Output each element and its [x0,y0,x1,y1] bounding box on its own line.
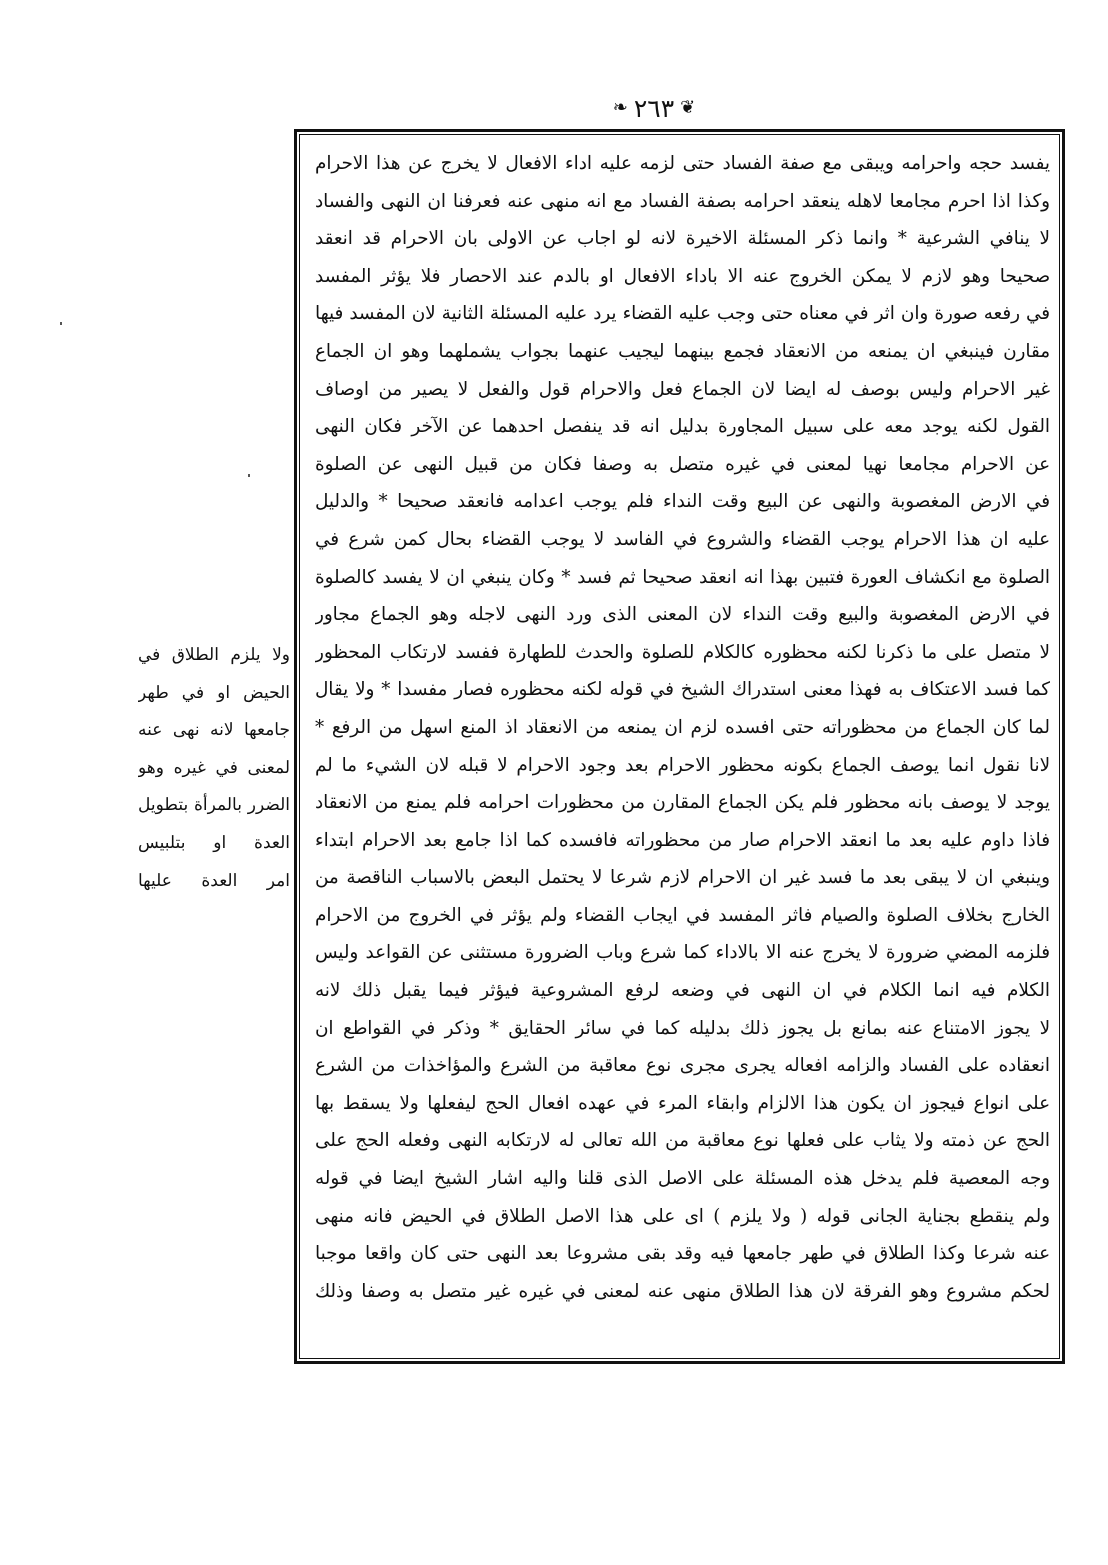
margin-note-line: العدة او بتلبيس [138,832,290,853]
main-text-line: يوجد لا يوصف بانه محظور فلم يكن الجماع المقارن من محظورات احرامه فلم يمنع من الانعقاد [315,792,1050,814]
main-text-line: فلزمه المضي ضرورة لا يخرج عنه الا بالاداء كما شرع وباب الضرورة مستثنى عن القواعد وليس [315,942,1050,964]
margin-note-line: امر العدة عليها [138,870,290,891]
main-text-line: الصلوة مع انكشاف العورة فتبين بهذا انه انعقد صحيحا ثم فسد * وكان ينبغي ان لا يفسد كالصلوة [315,566,1050,588]
margin-note-line: الحيض او في طهر [138,682,290,703]
main-text-line: في رفعه صورة وان اثر في معناه حتى وجب عليه القضاء يرد عليه المسئلة الثانية لان المفسد فيها [315,303,1050,325]
main-text-line: القول لكنه يوجد معه على سبيل المجاورة بدليل انه قد ينفصل احدهما عن الآخر فكان النهى [315,416,1050,438]
main-text-line: انعقاده على الفساد والزامه افعاله يجرى مجرى نوع معاقبة من الشرع والمؤاخذات من الشرع [315,1055,1050,1077]
page-ornament-right-icon: ❧ [612,97,628,118]
main-text-line: الخارج بخلاف الصلوة والصيام فاثر المفسد في ايجاب القضاء ولم يؤثر في الخروج من الاحرام [315,904,1050,926]
main-text-line: لا ينافي الشرعية * وانما ذكر المسئلة الاخيرة لانه لو اجاب عن الاولى بان الاحرام قد انعقد [315,228,1050,250]
main-text-line: غير الاحرام وليس بوصف له ايضا لان الجماع فعل والاحرام قول والفعل لا يصير من اوصاف [315,378,1050,400]
main-text-block [315,145,1050,1310]
main-text-line: كما فسد الاعتكاف به فهذا معنى استدراك الشيخ في قوله لكنه محظوره فصار مفسدا * ولا يقال [315,679,1050,701]
main-text-line: وجه المعصية فلم يدخل هذه المسئلة على الاصل الذى قلنا واليه اشار الشيخ ايضا في قوله [315,1168,1050,1190]
main-text-line: عن الاحرام مجامعا نهيا لمعنى في غيره متصل به وصفا فكان من قبيل النهى عن الصلوة [315,453,1050,475]
main-text-line: يفسد حجه واحرامه ويبقى مع صفة الفساد حتى لزمه عليه اداء الافعال لا يخرج عن هذا الاحرام [315,153,1050,174]
main-text-line: في الارض المغصوبة والنهى عن البيع وقت النداء فلم يوجب اعدامه فانعقد صحيحا * والدليل [315,491,1050,513]
main-text-line: مقارن فينبغي ان يمنعه من الانعقاد فجمع بينهما ليجيب عنهما بجواب يشملهما وهو ان الجماع [315,340,1050,362]
main-text-line: عنه شرعا وكذا الطلاق في طهر جامعها فيه وقد بقى مشروعا بعد النهى حتى كان واقعا موجبا [315,1243,1050,1265]
main-text-line: الكلام فيه انما الكلام في ان النهى في وضعه لرفع المشروعية فيؤثر فيما يقبل ذلك لانه [315,980,1050,1002]
scan-speck [60,322,62,325]
margin-note-line: ولا يلزم الطلاق في [138,645,290,665]
main-text-line: لا متصل على ما ذكرنا لكنه محظوره كالكلام للصلوة والحدث للطهارة ففسد لارتكاب المحظور [315,641,1050,663]
main-text-line: لما كان الجماع من محظوراته حتى افسده لزم ان يمنعه من الانعقاد اذ المنع اسهل من الرفع * [315,716,1050,738]
main-text-line: لحكم مشروع وهو الفرقة لان هذا الطلاق منهى عنه لمعنى في غيره غير متصل به وصفا وذلك [315,1280,1050,1302]
page-number-text: ٢٦٣ [633,93,675,123]
margin-note [138,637,290,900]
main-text-line: الحج عن ذمته ولا يثاب على فعلها نوع معاقبة من الله تعالى له لارتكابه النهى وفعله الحج على [315,1130,1050,1152]
main-text-line: صحيحا وهو لازم لا يمكن الخروج عنه الا باداء الافعال او بالدم عند الاحصار فلا يؤثر المفسد [315,265,1050,287]
main-text-line: وينبغي ان لا يبقى بعد ما فسد غير ان الاحرام لازم شرعا لا يحتمل البعض بالاسباب الناقصة من [315,867,1050,889]
page-ornament-left-icon: ❦ [680,97,696,118]
scan-speck [248,474,250,477]
page-number [606,88,702,128]
main-text-line: ولم ينقطع بجناية الجانى قوله ( ولا يلزم ) اى على هذا الاصل الطلاق في الحيض فانه منهى [315,1205,1050,1227]
main-text-line: في الارض المغصوبة والبيع وقت النداء لان المعنى الذى ورد النهى لاجله وهو الجماع مجاور [315,604,1050,626]
main-text-line: على انواع فيجوز ان يكون هذا الالزام وابقاء المرء في عهده افعال الحج ليفعلها ولا يسقط بها [315,1092,1050,1114]
margin-note-line: الضرر بالمرأة بتطويل [138,795,290,816]
main-text-line: عليه ان هذا الاحرام يوجب القضاء والشروع في الفاسد لا يوجب القضاء بحال كمن شرع في [315,528,1050,550]
main-text-line: وكذا اذا احرم مجامعا لاهله ينعقد احرامه بصفة الفساد مع انه منهى عنه فعرفنا ان النهى والفساد [315,190,1050,212]
main-text-line: لانا نقول انما يوصف الجماع بكونه محظور الاحرام بعد وجود الاحرام لا قبله لان الشيء ما لم [315,754,1050,776]
main-text-line: فاذا داوم عليه بعد ما انعقد الاحرام صار من محظوراته فافسده كما اذا جامع بعد الاحرام ابتداء [315,829,1050,851]
main-text-line: لا يجوز الامتناع عنه بمانع بل يجوز ذلك بدليله كما في سائر الحقايق * وذكر في القواطع ان [315,1017,1050,1039]
main-text-frame [294,129,1065,1364]
margin-note-line: لمعنى في غيره وهو [138,757,290,778]
margin-note-line: جامعها لانه نهى عنه [138,720,290,741]
